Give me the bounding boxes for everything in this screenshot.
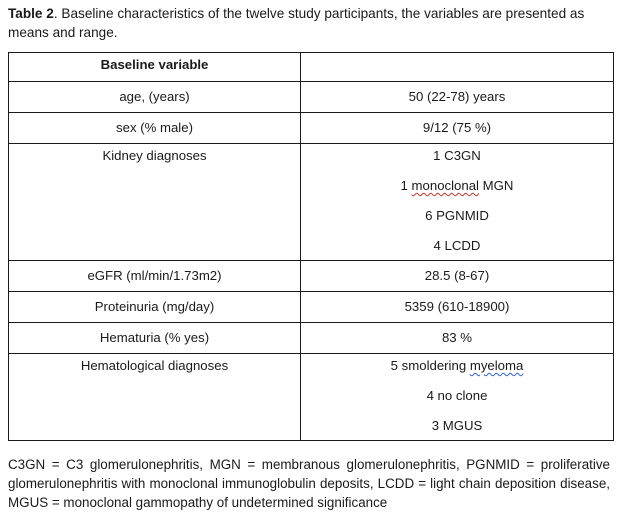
table-row <box>9 144 614 261</box>
table-row <box>9 354 614 441</box>
row-value-list <box>301 354 614 441</box>
table-row <box>9 113 614 144</box>
table-footnote: C3GN = C3 glomerulonephritis, MGN = membranous glomerulonephritis, PGNMID = proliferative glomerulonephritis with monoclonal immunoglobulin deposits, LCDD = light chain deposition disease, MGUS = monoclonal gammopathy of undetermined significance <box>8 457 610 510</box>
spellcheck-underlined-word: monoclonal <box>411 178 479 193</box>
value-line: 1 C3GN <box>433 148 481 163</box>
value-text: 1 <box>400 178 412 193</box>
value-text: MGN <box>479 178 514 193</box>
row-value: 5359 (610-18900) <box>301 292 614 323</box>
row-value: 28.5 (8-67) <box>301 261 614 292</box>
value-line: 6 PGNMID <box>425 208 489 223</box>
row-variable: age, (years) <box>9 82 301 113</box>
table-header-row <box>9 53 614 82</box>
row-variable: Hematological diagnoses <box>9 354 301 441</box>
value-line <box>301 356 613 386</box>
row-value-list <box>301 144 614 261</box>
value-line <box>301 176 613 206</box>
caption-label: Table 2 <box>8 6 54 21</box>
grammar-underlined-word: myeloma <box>469 358 524 373</box>
value-line: 3 MGUS <box>431 418 483 433</box>
value-line: 4 no clone <box>426 388 488 403</box>
table-row <box>9 323 614 354</box>
row-variable: Hematuria (% yes) <box>9 323 301 354</box>
row-variable: eGFR (ml/min/1.73m2) <box>9 261 301 292</box>
header-cell-value <box>301 53 614 82</box>
row-value: 50 (22-78) years <box>301 82 614 113</box>
row-value: 83 % <box>301 323 614 354</box>
row-variable: Proteinuria (mg/day) <box>9 292 301 323</box>
value-text: 5 smoldering <box>390 358 470 373</box>
value-line: 4 LCDD <box>433 238 481 253</box>
row-variable: sex (% male) <box>9 113 301 144</box>
table-row <box>9 261 614 292</box>
caption-text: . Baseline characteristics of the twelve study participants, the variables are presented as means and range. <box>8 6 585 40</box>
table-row <box>9 82 614 113</box>
baseline-table <box>8 52 614 441</box>
table-row <box>9 292 614 323</box>
row-value: 9/12 (75 %) <box>301 113 614 144</box>
row-variable: Kidney diagnoses <box>9 144 301 261</box>
table-caption <box>8 4 620 42</box>
header-cell-variable: Baseline variable <box>9 53 301 82</box>
